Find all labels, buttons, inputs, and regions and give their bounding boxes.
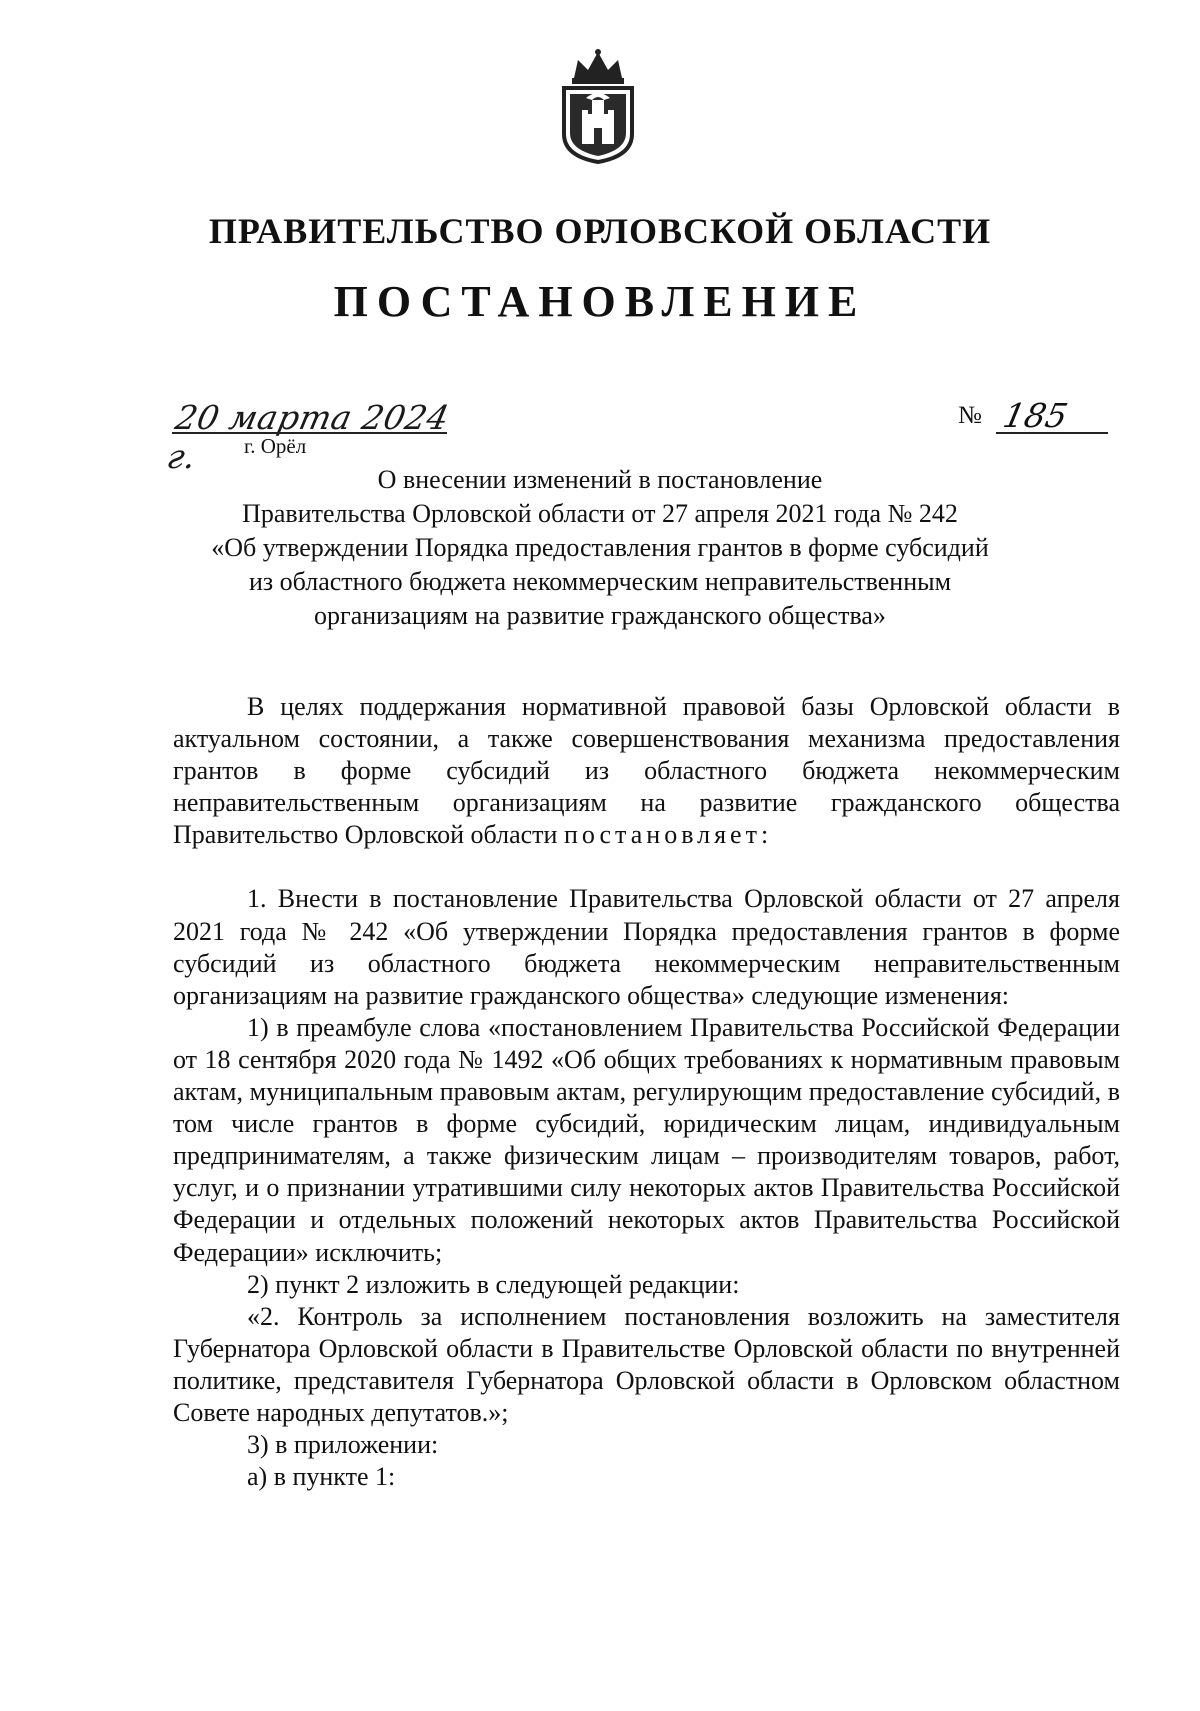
document-number-field: [958, 398, 1108, 442]
item-paragraph: «2. Контроль за исполнением постановления возложить на заместителя Губернатора Орловской области в Правительстве Орловской области по внутренней политике, представителя Губернатора Орловской области в Орловском областном Совете народных депутатов.»;: [173, 1301, 1120, 1427]
document-type-title: ПОСТАНОВЛЕНИЕ: [333, 277, 867, 326]
handwritten-number: 185: [999, 396, 1072, 435]
subject-line: организациям на развитие гражданского общества»: [314, 601, 886, 630]
item-paragraph: 1. Внести в постановление Правительства Орловской области от 27 апреля 2021 года № 242 «Об утверждении Порядка предоставления грантов в форме субсидий из областного бюджета некоммерческим неправительственным организациям на развитие гражданского общества» следующие изменения:: [173, 884, 1120, 1010]
subject-line: О внесении изменений в постановление: [377, 465, 823, 494]
oryol-oblast-coat-of-arms-icon: [556, 48, 640, 164]
document-subject: [150, 463, 1050, 633]
item-paragraph: 3) в приложении:: [247, 1430, 439, 1460]
organization-title: ПРАВИТЕЛЬСТВО ОРЛОВСКОЙ ОБЛАСТИ: [208, 211, 992, 251]
handwritten-date: 20 марта 2024 г.: [163, 398, 453, 476]
preamble-paragraph: [173, 691, 1120, 851]
number-sign: №: [958, 402, 982, 429]
item-paragraph: 2) пункт 2 изложить в следующей редакции:: [247, 1269, 740, 1299]
document-body: [173, 691, 1120, 1493]
preamble-decree-word: постановляет: [563, 820, 761, 850]
subject-line: из областного бюджета некоммерческим неправительственным: [248, 567, 952, 596]
preamble-end: :: [760, 820, 769, 850]
date-field: [163, 398, 472, 476]
preamble-text: В целях поддержания нормативной правовой базы Орловской области в актуальном состоянии, а также совершенствования механизма предоставления грантов в форме субсидий из областного бюджета некоммерческим неправительственным организациям на развитие гражданского общества Правительство Орловской области: [173, 692, 1120, 850]
subject-line: Правительства Орловской области от 27 апреля 2021 года № 242: [242, 499, 958, 528]
item-paragraph: а) в пункте 1:: [247, 1462, 396, 1492]
city-label: г. Орёл: [244, 434, 307, 458]
item-paragraph: 1) в преамбуле слова «постановлением Правительства Российской Федерации от 18 сентября 2020 года № 1492 «Об общих требованиях к нормативным правовым актам, муниципальным правовым актам, регулирующим предоставление субсидий, в том числе грантов в форме субсидий, юридическим лицам, индивидуальным предпринимателям, а также физическим лицам – производителям товаров, работ, услуг, и о признании утратившими силу некоторых актов Правительства Российской Федерации и отдельных положений некоторых актов Правительства Российской Федерации» исключить;: [173, 1012, 1120, 1267]
subject-line: «Об утверждении Порядка предоставления грантов в форме субсидий: [211, 533, 989, 562]
date-underline: [172, 432, 447, 434]
number-underline: [996, 432, 1108, 434]
